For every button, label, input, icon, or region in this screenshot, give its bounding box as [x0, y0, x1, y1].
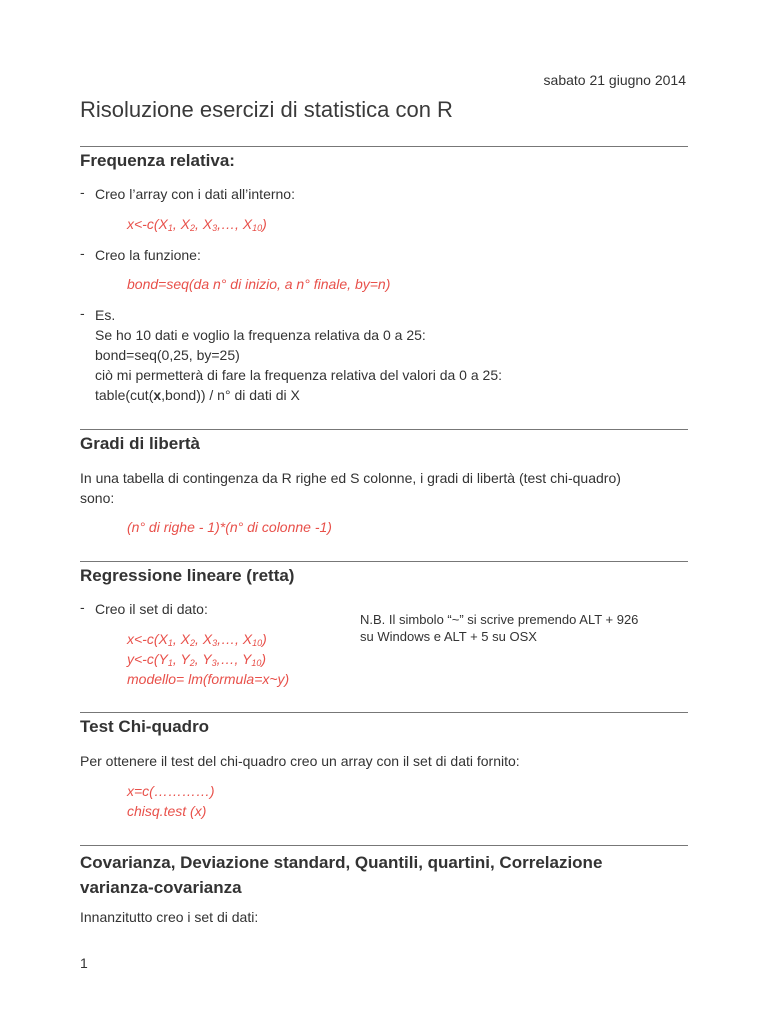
example-line: table(cut(x,bond)) / n° di dati di X	[95, 387, 300, 403]
example-line: Es.	[95, 307, 116, 323]
code-chisq: chisq.test (x)	[127, 803, 207, 819]
document-date: sabato 21 giugno 2014	[543, 72, 686, 88]
document-title: Risoluzione esercizi di statistica con R	[80, 97, 453, 122]
heading-covarianza	[80, 850, 602, 900]
paragraph	[80, 468, 621, 508]
example-line: bond=seq(0,25, by=25)	[95, 347, 240, 363]
page-number: 1	[80, 955, 88, 971]
side-note	[360, 611, 638, 645]
document-page: sabato 21 giugno 2014 Risoluzione esercizi di statistica con R Frequenza relativa: - Creo l’array con i dati all’interno: $x<-c(X_1$, $X_2$, $X_3,\dots$, $X_{10}$) - Creo la funzione: bond=seq(da n° di inizio, a n° finale, by=n) - Es. Se ho 10 dati e voglio la frequenza relativa da 0 a 25: bond=seq(0,25, by=25) ciò mi permetterà di fare la frequenza relativa del valori da 0 a 25: table(cut(x,bond)) / n° di dati di X Gradi di libertà In una tabella di contingenza da R righe ed S colonne, i gradi di libertà (test chi-quadro) sono: (n° di righe - 1)*(n° di colonne -1) Regressione lineare (retta) - Creo il set di dato: $x<-c(X_1$, $X_2$, $X_3,\dots$, $X_{10}$) $y<-c(Y_1$, $Y_2$, $Y_3,\dots$, $Y_{10}$) modello= lm(formula=x~y) N.B. Il simbolo “~” si scrive premendo ALT + 926 su Windows e ALT + 5 su OSX Test Chi-quadro Per ottenere il test del chi-quadro creo un array con il set di dati fornito: x=c(…………) chisq.test (x) Covarianza, Deviazione standard, Quantili, quartini, Correlazione varianza-covarianza Innanzitutto creo i set di dati: 1	[80, 72, 686, 971]
section-divider	[80, 845, 688, 846]
code-y-array: $y<-c(Y_1$, $Y_2$, $Y_3,\dots$, $Y_{10}$)	[127, 651, 267, 668]
code-formula: (n° di righe - 1)*(n° di colonne -1)	[127, 519, 332, 535]
example-line: ciò mi permetterà di fare la frequenza relativa del valori da 0 a 25:	[95, 367, 502, 383]
heading-line: varianza-covarianza	[80, 878, 242, 897]
heading-frequenza-relativa: Frequenza relativa:	[80, 151, 235, 170]
paragraph-line: sono:	[80, 490, 115, 506]
code-array: $x<-c(X_1$, $X_2$, $X_3,\dots$, $X_{10}$)	[127, 216, 267, 233]
section-divider	[80, 429, 688, 430]
section-divider	[80, 712, 688, 713]
paragraph-line: In una tabella di contingenza da R righe ed S colonne, i gradi di libertà (test chi-quadro)	[80, 470, 621, 486]
section-divider	[80, 561, 688, 562]
bullet-text: Creo il set di dato:	[95, 601, 208, 617]
note-line: N.B. Il simbolo “~” si scrive premendo ALT + 926	[360, 612, 639, 627]
code-seq: bond=seq(da n° di inizio, a n° finale, by=n)	[127, 276, 391, 292]
example-line: Se ho 10 dati e voglio la frequenza relativa da 0 a 25:	[95, 327, 426, 343]
heading-regressione: Regressione lineare (retta)	[80, 566, 295, 585]
note-line: su Windows e ALT + 5 su OSX	[360, 629, 537, 644]
paragraph: Innanzitutto creo i set di dati:	[80, 909, 259, 925]
paragraph: Per ottenere il test del chi-quadro creo un array con il set di dati fornito:	[80, 753, 520, 769]
bullet-text: Creo la funzione:	[95, 247, 201, 263]
bullet-text: Creo l’array con i dati all’interno:	[95, 186, 295, 202]
heading-chi-quadro: Test Chi-quadro	[80, 717, 210, 736]
code-x-array: x=c(…………)	[127, 783, 215, 799]
code-x-array: $x<-c(X_1$, $X_2$, $X_3,\dots$, $X_{10}$)	[127, 631, 267, 648]
heading-line: Covarianza, Deviazione standard, Quantili, quartini, Correlazione	[80, 853, 603, 872]
code-model: modello= lm(formula=x~y)	[127, 671, 290, 687]
example-block	[95, 305, 502, 405]
heading-gradi-di-liberta: Gradi di libertà	[80, 434, 200, 453]
section-divider	[80, 146, 688, 147]
